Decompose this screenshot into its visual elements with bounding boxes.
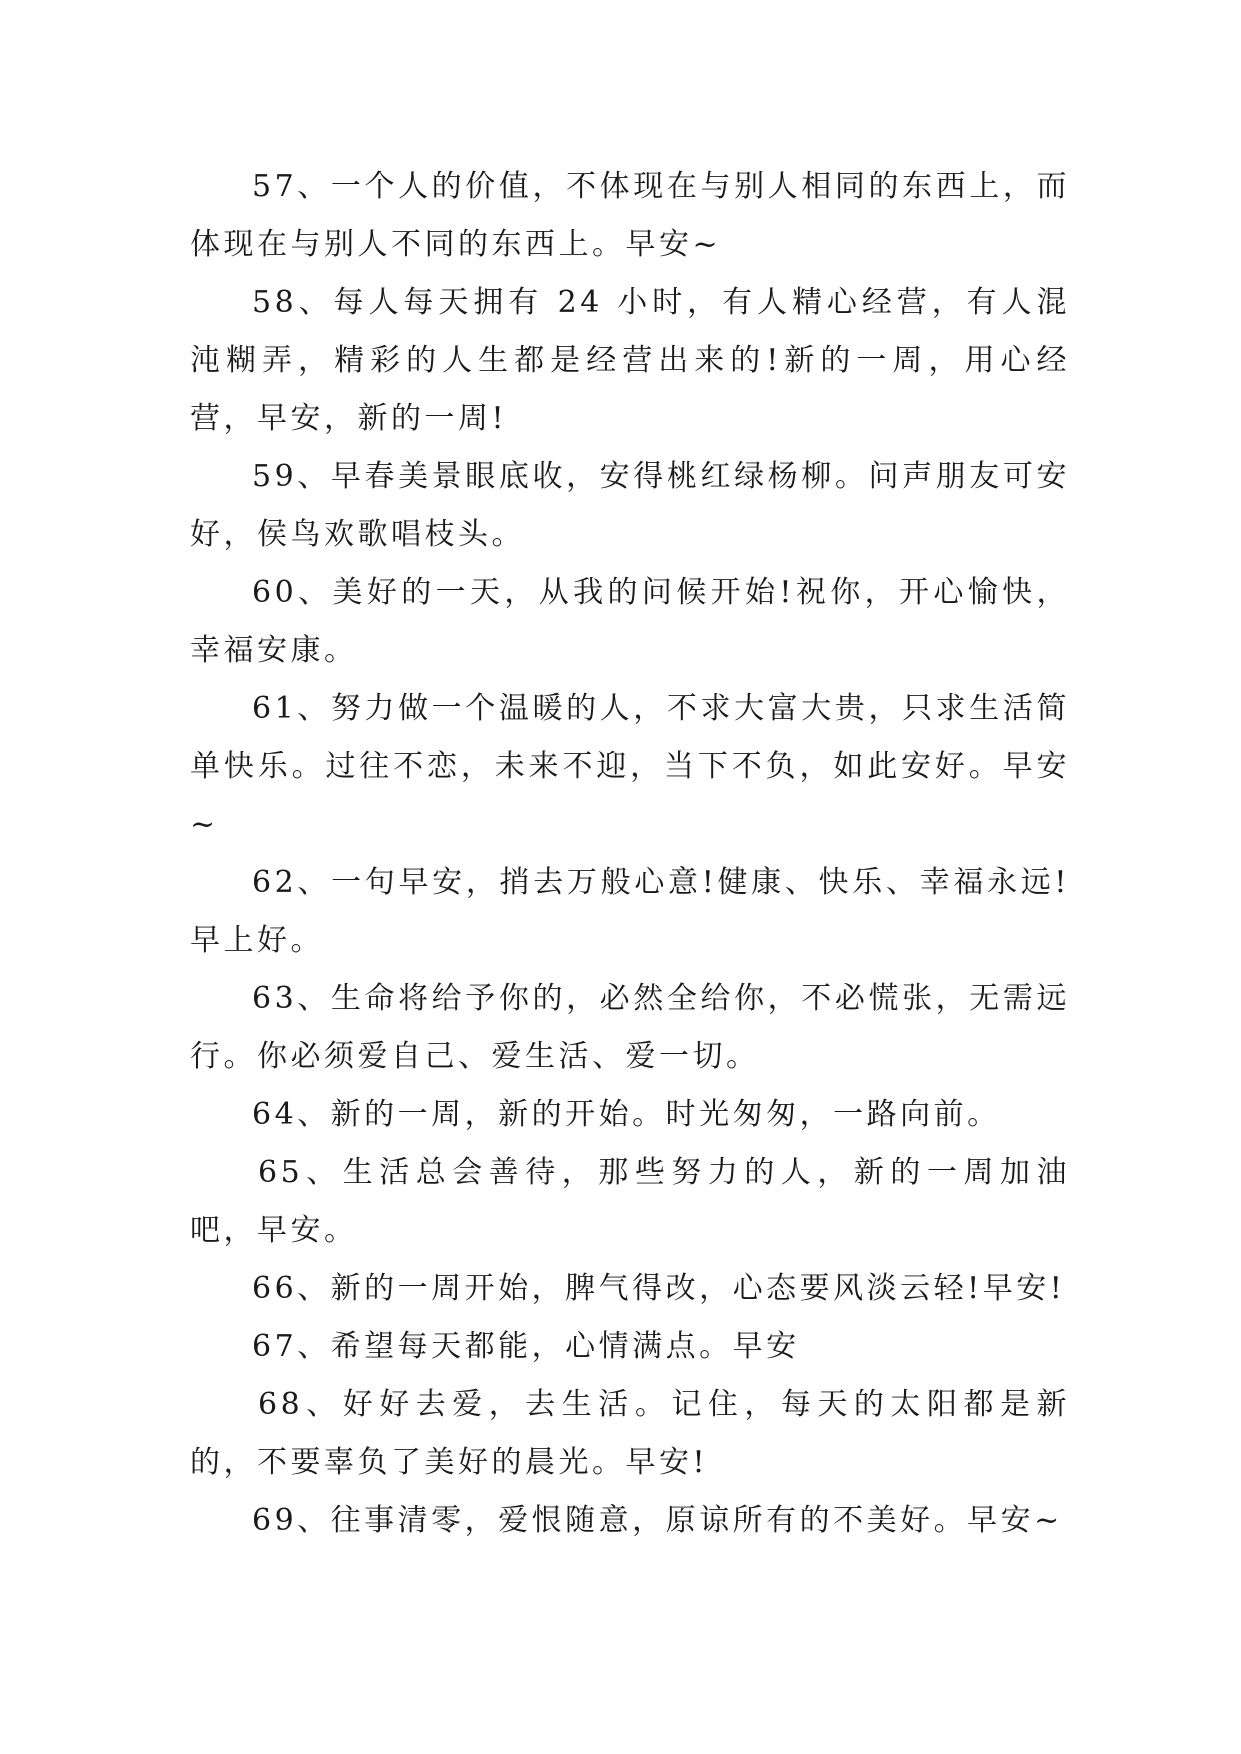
paragraph-62: 62、一句早安，捎去万般心意!健康、快乐、幸福永远!早上好。 [190, 865, 1070, 958]
paragraph-58: 58、每人每天拥有 24 小时，有人精心经营，有人混沌糊弄，精彩的人生都是经营出来的!新的一周，用心经营，早安，新的一周! [190, 285, 1070, 436]
paragraph-61: 61、努力做一个温暖的人，不求大富大贵，只求生活简单快乐。过往不恋，未来不迎，当下不负，如此安好。早安~ [190, 691, 1070, 842]
paragraph-57: 57、一个人的价值，不体现在与别人相同的东西上，而体现在与别人不同的东西上。早安~ [190, 169, 1070, 262]
paragraph-68: 68、好好去爱，去生活。记住，每天的太阳都是新的，不要辜负了美好的晨光。早安! [190, 1387, 1070, 1480]
paragraph-64: 64、新的一周，新的开始。时光匆匆，一路向前。 [252, 1097, 1001, 1132]
paragraph-63: 63、生命将给予你的，必然全给你，不必慌张，无需远行。你必须爱自己、爱生活、爱一切。 [190, 981, 1070, 1074]
document-body [190, 158, 1070, 1550]
paragraph-60: 60、美好的一天，从我的问候开始!祝你，开心愉快，幸福安康。 [190, 575, 1070, 668]
paragraph-67: 67、希望每天都能，心情满点。早安 [252, 1329, 800, 1364]
paragraph-66: 66、新的一周开始，脾气得改，心态要风淡云轻!早安! [252, 1271, 1066, 1306]
paragraph-65: 65、生活总会善待，那些努力的人，新的一周加油吧，早安。 [190, 1155, 1070, 1248]
paragraph-59: 59、早春美景眼底收，安得桃红绿杨柳。问声朋友可安好，侯鸟欢歌唱枝头。 [190, 459, 1070, 552]
paragraph-69: 69、往事清零，爱恨随意，原谅所有的不美好。早安~ [252, 1503, 1063, 1538]
